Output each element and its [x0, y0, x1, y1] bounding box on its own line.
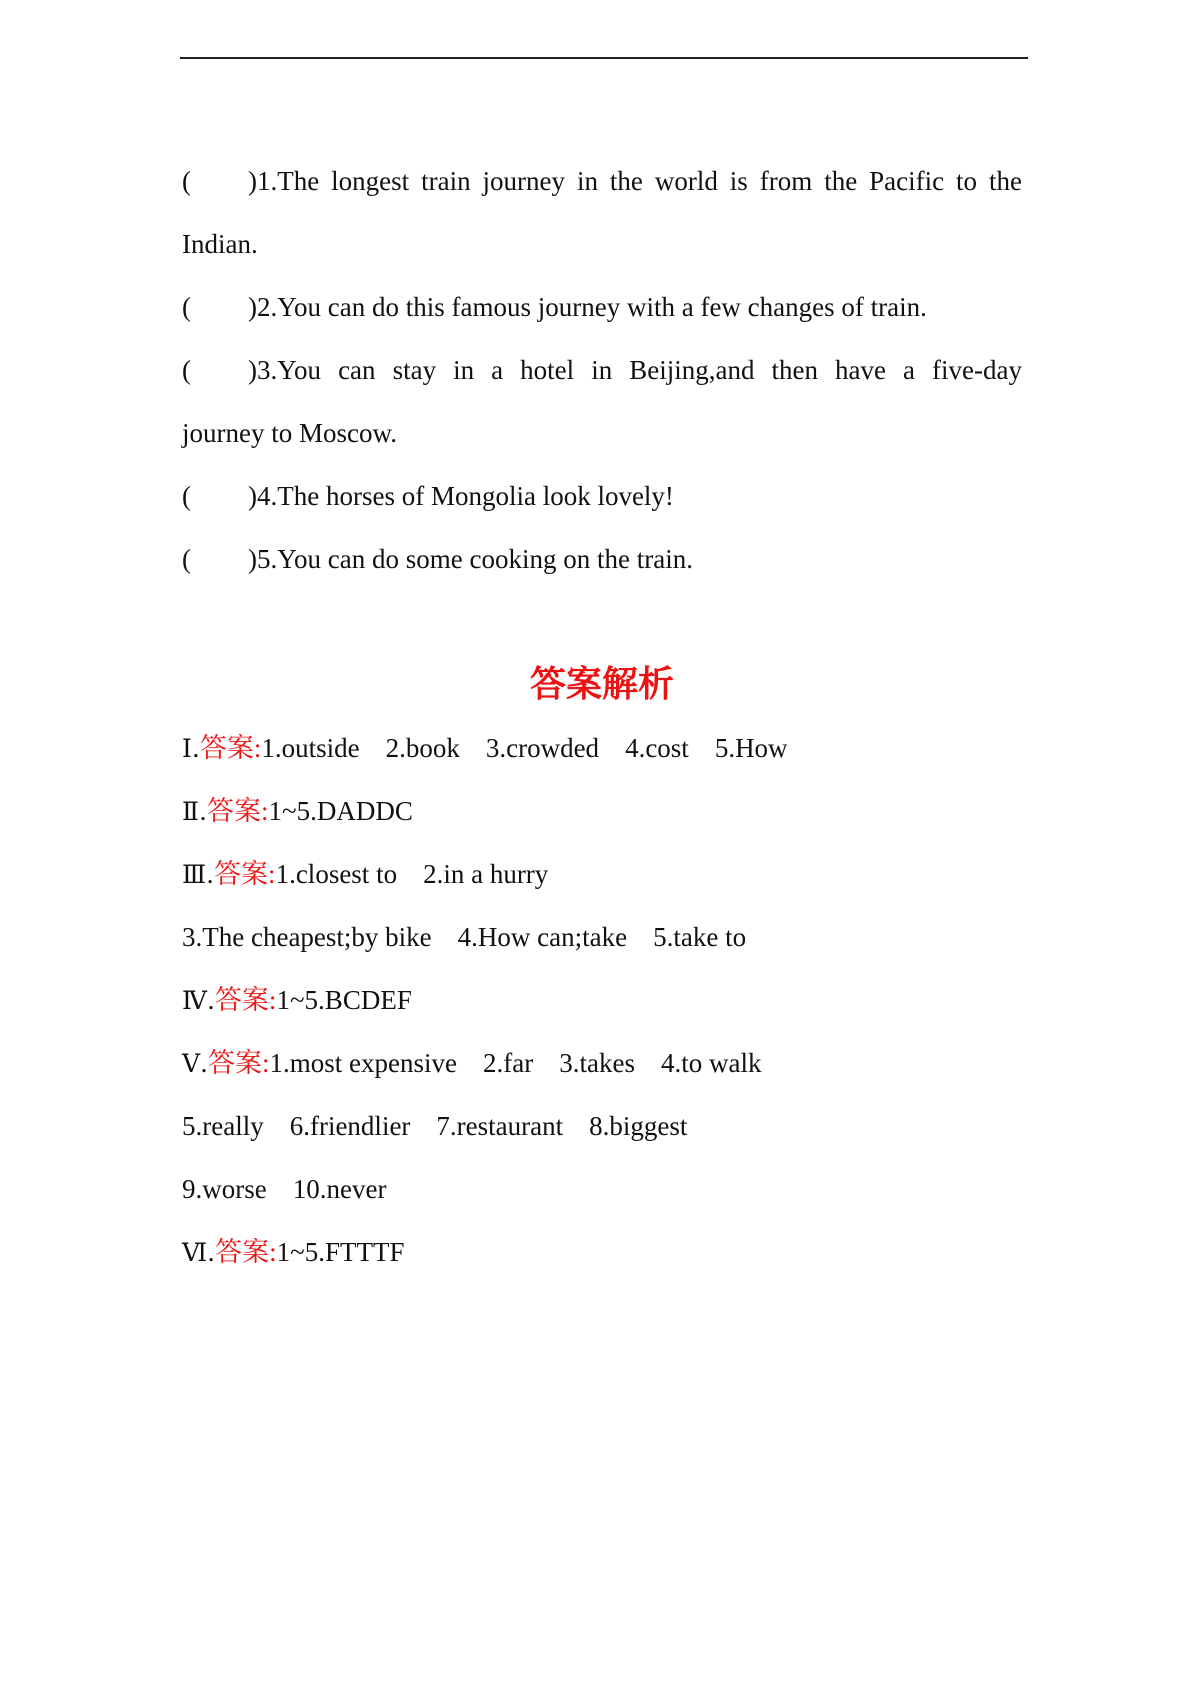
answer-value: 2.in a hurry — [423, 859, 549, 889]
answer-item-3-continued — [182, 906, 1022, 969]
question-text: )4.The horses of Mongolia look lovely! — [248, 481, 674, 511]
answer-value: 4.cost — [625, 733, 689, 763]
answer-blank: ( — [182, 544, 191, 574]
answer-value: 2.book — [385, 733, 460, 763]
answer-blank: ( — [182, 355, 191, 385]
answer-label: 答案: — [215, 1237, 277, 1267]
question-3-line-2: journey to Moscow. — [182, 418, 397, 448]
answer-label: 答案: — [199, 733, 262, 763]
question-text: )2.You can do this famous journey with a few changes of train. — [248, 292, 927, 322]
answer-item-2 — [182, 780, 1022, 843]
answer-value: 5.How — [714, 733, 788, 763]
roman-numeral: Ⅰ. — [182, 734, 200, 763]
answer-value: 8.biggest — [589, 1111, 688, 1141]
answer-value: 5.really — [182, 1111, 264, 1141]
roman-numeral: Ⅴ. — [182, 1049, 209, 1078]
answer-item-5 — [182, 1032, 1022, 1095]
answer-value: 1.outside — [261, 733, 360, 763]
answer-value: 1~5.FTTTF — [276, 1237, 405, 1267]
answer-item-6 — [182, 1221, 1022, 1284]
answer-label: 答案: — [206, 796, 269, 826]
answer-value: 1~5.DADDC — [268, 796, 413, 826]
question-2 — [182, 276, 1022, 339]
roman-numeral: Ⅲ. — [182, 860, 215, 889]
answer-value: 1.most expensive — [269, 1048, 458, 1078]
answer-value: 1.closest to — [275, 859, 398, 889]
answer-value: 3.crowded — [485, 733, 600, 763]
answer-blank: ( — [182, 292, 191, 322]
roman-numeral: Ⅱ. — [182, 797, 207, 826]
answer-label: 答案: — [214, 859, 276, 889]
answer-value: 7.restaurant — [436, 1111, 564, 1141]
answer-label: 答案: — [214, 985, 277, 1015]
answer-value: 2.far — [483, 1048, 534, 1078]
document-body — [182, 150, 1022, 1284]
question-1-line-2: Indian. — [182, 229, 258, 259]
answer-blank: ( — [182, 166, 191, 196]
answer-value: 1~5.BCDEF — [276, 985, 412, 1015]
question-text: )3.You can stay in a hotel in Beijing,and then have a five-day — [248, 355, 1022, 385]
roman-numeral: Ⅵ. — [182, 1238, 216, 1267]
answer-blank: ( — [182, 481, 191, 511]
question-5 — [182, 528, 1022, 591]
answer-value: 10.never — [292, 1174, 387, 1204]
answer-value: 3.The cheapest;by bike — [182, 922, 432, 952]
answer-item-5-continued-2 — [182, 1158, 1022, 1221]
answer-item-4 — [182, 969, 1022, 1032]
question-1-line-1 — [182, 150, 1022, 213]
answer-value: 5.take to — [653, 922, 747, 952]
answer-value: 6.friendlier — [289, 1111, 411, 1141]
answer-value: 4.How can;take — [457, 922, 628, 952]
answer-label: 答案: — [208, 1048, 270, 1078]
answer-value: 3.takes — [559, 1048, 635, 1078]
header-rule — [180, 57, 1028, 59]
answer-value: 4.to walk — [660, 1048, 762, 1078]
roman-numeral: Ⅳ. — [182, 986, 215, 1015]
answer-item-5-continued-1 — [182, 1095, 1022, 1158]
answer-item-1 — [182, 717, 1022, 780]
answer-item-3 — [182, 843, 1022, 906]
question-3-line-1 — [182, 339, 1022, 402]
question-4 — [182, 465, 1022, 528]
question-text: )1.The longest train journey in the world is from the Pacific to the — [248, 166, 1022, 196]
answer-section-title: 答案解析 — [529, 664, 674, 705]
question-text: )5.You can do some cooking on the train. — [248, 544, 693, 574]
answer-value: 9.worse — [182, 1174, 267, 1204]
